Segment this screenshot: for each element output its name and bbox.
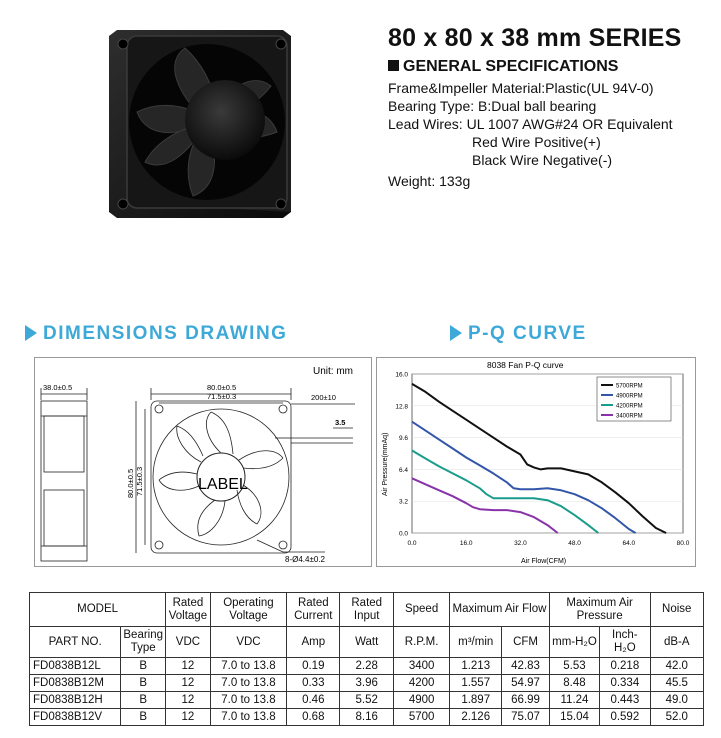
chart-title: 8038 Fan P-Q curve [487,360,564,370]
chart-y-axis-label: Air Pressure(mmAq) [382,432,389,496]
table-cell: 54.97 [502,675,550,692]
table-cell: 0.33 [287,675,340,692]
table-cell: 45.5 [650,675,703,692]
units-cell: VDC [210,627,287,658]
part-number-cell: FD0838B12H [30,692,121,709]
header-operating-voltage: Operating Voltage [210,593,287,627]
arrow-right-icon [25,325,37,341]
header-max-air-pressure: Maximum Air Pressure [549,593,650,627]
legend-label: 4200RPM [616,403,643,410]
x-tick-label: 16.0 [459,540,473,547]
height-outer-dimension: 80.0±0.5 [126,468,135,498]
table-cell: 66.99 [502,692,550,709]
specification-table [29,592,704,726]
lead-length-dimension: 200±10 [311,393,336,402]
general-specifications-heading [388,58,618,76]
table-cell: 0.19 [287,658,340,675]
table-row [30,675,704,692]
table-cell: 0.334 [600,675,650,692]
x-tick-label: 0.0 [407,540,417,547]
table-cell: 1.897 [450,692,502,709]
table-cell: 12 [166,658,211,675]
table-cell: 12 [166,692,211,709]
header-speed: Speed [394,593,450,627]
part-number-cell: FD0838B12L [30,658,121,675]
table-units-row [30,627,704,658]
table-cell: 42.83 [502,658,550,675]
table-cell: 3400 [394,658,450,675]
table-cell: 1.213 [450,658,502,675]
units-cell: VDC [166,627,211,658]
table-cell: 0.592 [600,709,650,726]
table-cell: 5.53 [549,658,599,675]
units-cell: Amp [287,627,340,658]
table-cell: 0.46 [287,692,340,709]
units-cell: Watt [340,627,394,658]
table-cell: 11.24 [549,692,599,709]
y-tick-label: 16.0 [395,371,408,379]
x-tick-label: 64.0 [622,540,636,547]
y-tick-label: 6.4 [398,466,408,474]
series-title: 80 x 80 x 38 mm SERIES [388,24,682,52]
arrow-right-icon [450,325,462,341]
table-cell: 0.218 [600,658,650,675]
width-outer-dimension: 80.0±0.5 [207,383,237,392]
table-row [30,709,704,726]
header-rated-voltage: Rated Voltage [166,593,211,627]
series-line-4900RPM [412,422,636,533]
width-hole-dimension: 71.5±0.3 [207,392,237,401]
table-header-row [30,593,704,627]
fan-label-text: LABEL [198,476,248,493]
table-cell: 2.28 [340,658,394,675]
header-max-air-flow: Maximum Air Flow [450,593,550,627]
units-cell: Inch-H₂O [600,627,650,658]
table-cell: 75.07 [502,709,550,726]
pq-curve-label: P-Q CURVE [468,323,587,344]
series-line-3400RPM [412,478,558,533]
header-rated-input: Rated Input [340,593,394,627]
mounting-holes-dimension: 8-Ø4.4±0.2 [285,555,325,564]
square-bullet-icon [388,60,399,71]
units-cell: mm-H₂O [549,627,599,658]
table-cell: 4200 [394,675,450,692]
table-cell: 12 [166,709,211,726]
table-cell: 0.443 [600,692,650,709]
table-cell: 8.16 [340,709,394,726]
table-cell: 1.557 [450,675,502,692]
table-cell: 7.0 to 13.8 [210,709,287,726]
legend-label: 4900RPM [616,393,643,400]
units-cell: CFM [502,627,550,658]
unit-label: Unit: mm [313,366,353,377]
strip-length-dimension: 3.5 [335,418,346,427]
spec-lead-wires: Lead Wires: UL 1007 AWG#24 OR Equivalent [388,116,673,132]
dimensions-drawing [34,357,372,567]
part-number-cell: FD0838B12V [30,709,121,726]
legend-label: 3400RPM [616,413,643,420]
y-tick-label: 0.0 [398,530,408,538]
y-tick-label: 9.6 [398,435,408,443]
header-model: MODEL [30,593,166,627]
table-cell: 7.0 to 13.8 [210,675,287,692]
table-cell: 8.48 [549,675,599,692]
table-cell: 5700 [394,709,450,726]
units-cell: Bearing Type [121,627,166,658]
spec-material: Frame&Impeller Material:Plastic(UL 94V-0) [388,80,654,96]
table-row [30,658,704,675]
chart-x-axis-label: Air Flow(CFM) [521,558,567,565]
x-tick-label: 80.0 [676,540,690,547]
table-cell: B [121,675,166,692]
table-cell: 7.0 to 13.8 [210,658,287,675]
depth-dimension: 38.0±0.5 [43,383,73,392]
pq-curve-heading [450,323,587,345]
spec-red-wire: Red Wire Positive(+) [472,134,601,150]
table-cell: B [121,658,166,675]
dimensions-drawing-heading [25,323,287,345]
spec-bearing: Bearing Type: B:Dual ball bearing [388,98,597,114]
table-cell: 52.0 [650,709,703,726]
units-cell: R.P.M. [394,627,450,658]
table-cell: 7.0 to 13.8 [210,692,287,709]
units-cell: PART NO. [30,627,121,658]
table-cell: 2.126 [450,709,502,726]
x-tick-label: 32.0 [514,540,527,547]
table-cell: 12 [166,675,211,692]
part-number-cell: FD0838B12M [30,675,121,692]
units-cell: dB-A [650,627,703,658]
table-cell: 49.0 [650,692,703,709]
header-rated-current: Rated Current [287,593,340,627]
header-noise: Noise [650,593,703,627]
height-hole-dimension: 71.5±0.3 [135,466,144,496]
dimensions-drawing-label: DIMENSIONS DRAWING [43,323,288,344]
table-cell: 42.0 [650,658,703,675]
table-cell: 0.68 [287,709,340,726]
table-cell: B [121,709,166,726]
y-tick-label: 12.8 [395,403,408,411]
y-tick-label: 3.2 [398,498,408,506]
general-specifications-label: GENERAL SPECIFICATIONS [403,58,619,75]
table-cell: 15.04 [549,709,599,726]
table-cell: 3.96 [340,675,394,692]
table-cell: 4900 [394,692,450,709]
fan-product-image [105,22,295,222]
spec-weight: Weight: 133g [388,173,471,189]
units-cell: m³/min [450,627,502,658]
table-cell: 5.52 [340,692,394,709]
pq-curve-chart [376,357,696,567]
spec-black-wire: Black Wire Negative(-) [472,152,613,168]
table-cell: B [121,692,166,709]
table-row [30,692,704,709]
x-tick-label: 48.0 [568,540,581,547]
legend-label: 5700RPM [616,383,643,390]
